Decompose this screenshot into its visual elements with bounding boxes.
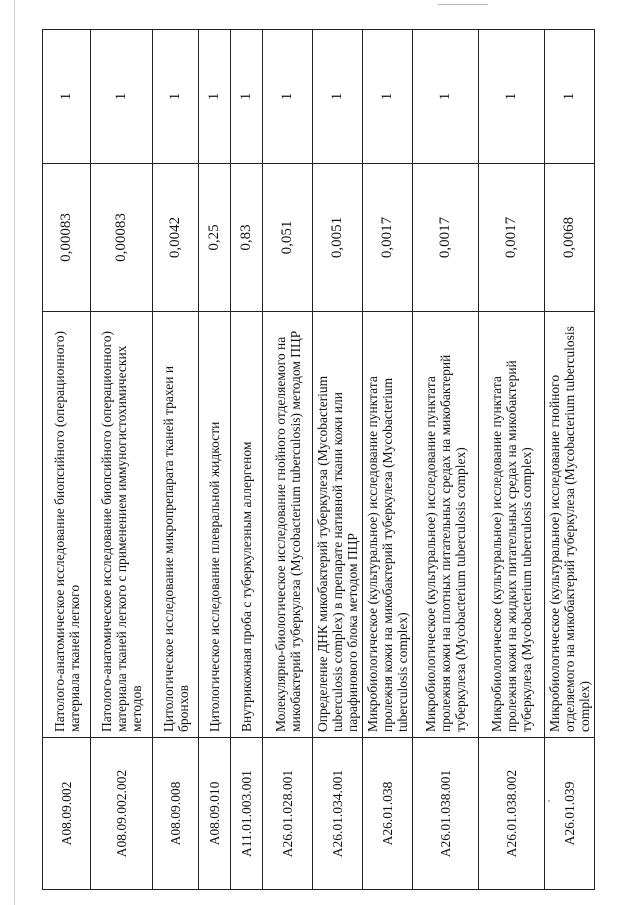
- service-code: A26.01.038.002: [479, 738, 545, 890]
- multiplicity-value: 1: [363, 30, 413, 164]
- frequency-value: 0,00083: [91, 164, 153, 312]
- frequency-value: 0,0068: [545, 164, 595, 312]
- table-row: [479, 30, 545, 890]
- multiplicity-value: 1: [43, 30, 91, 164]
- service-name: Цитологическое исследование микропрепарата тканей трахеи и бронхов: [153, 312, 199, 738]
- rotated-table-wrapper: [42, 30, 592, 890]
- frequency-value: 0,0051: [313, 164, 363, 312]
- multiplicity-value: 1: [479, 30, 545, 164]
- frequency-value: 0,051: [263, 164, 313, 312]
- multiplicity-value: 1: [413, 30, 479, 164]
- service-name: Патолого-анатомическое исследование биопсийного (операционного) материала тканей легкого: [43, 312, 91, 738]
- service-code: A26.01.028.001: [263, 738, 313, 890]
- multiplicity-value: 1: [313, 30, 363, 164]
- table-row: [413, 30, 479, 890]
- service-name: Определение ДНК микобактерий туберкулеза (Mycobacterium tuberculosis complex) в препарате нативной ткани кожи или парафинового блока методом ПЦР: [313, 312, 363, 738]
- multiplicity-value: 1: [545, 30, 595, 164]
- service-code: A08.09.002.002: [91, 738, 153, 890]
- table-row: [313, 30, 363, 890]
- table-row: [153, 30, 199, 890]
- service-name: Микробиологическое (культуральное) исследование пунктата пролежня кожи на микобактерий туберкулеза (Mycobacterium tuberculosis complex): [363, 312, 413, 738]
- table-row: [363, 30, 413, 890]
- service-code: A26.01.034.001: [313, 738, 363, 890]
- multiplicity-value: 1: [91, 30, 153, 164]
- table-row: [43, 30, 91, 890]
- multiplicity-value: 1: [231, 30, 263, 164]
- service-code: A26.01.038.001: [413, 738, 479, 890]
- scan-mark: [438, 4, 488, 5]
- frequency-value: 0,0017: [413, 164, 479, 312]
- services-table: [42, 29, 595, 890]
- multiplicity-value: 1: [153, 30, 199, 164]
- service-name: Микробиологическое (культуральное) исследование гнойного отделяемого на микобактерий туберкулеза (Mycobacterium tuberculosis complex): [545, 312, 595, 738]
- frequency-value: 0,83: [231, 164, 263, 312]
- table-row: [199, 30, 231, 890]
- service-name: Цитологическое исследование плевральной жидкости: [199, 312, 231, 738]
- multiplicity-value: 1: [263, 30, 313, 164]
- frequency-value: 0,0017: [479, 164, 545, 312]
- frequency-value: 0,25: [199, 164, 231, 312]
- service-code: A08.09.008: [153, 738, 199, 890]
- scan-edge-line: [14, 0, 15, 905]
- service-name: Молекулярно-биологическое исследование гнойного отделяемого на микобактерий туберкулеза (Mycobacterium tuberculosis) методом ПЦР: [263, 312, 313, 738]
- table-row: [231, 30, 263, 890]
- table-row: [263, 30, 313, 890]
- multiplicity-value: 1: [199, 30, 231, 164]
- service-code: A11.01.003.001: [231, 738, 263, 890]
- service-name: Внутрикожная проба с туберкулезным аллергеном: [231, 312, 263, 738]
- frequency-value: 0,0042: [153, 164, 199, 312]
- service-code: A26.01.039: [545, 738, 595, 890]
- service-code: A08.09.002: [43, 738, 91, 890]
- service-name: Патолого-анатомическое исследование биопсийного (операционного) материала тканей легкого с применением иммуногистохимических методов: [91, 312, 153, 738]
- frequency-value: 0,00083: [43, 164, 91, 312]
- frequency-value: 0,0017: [363, 164, 413, 312]
- service-name: Микробиологическое (культуральное) исследование пунктата пролежня кожи на плотных питательных средах на микобактерий туберкулеза (Mycobacterium tuberculosis complex): [413, 312, 479, 738]
- service-code: A26.01.038: [363, 738, 413, 890]
- service-code: A08.09.010: [199, 738, 231, 890]
- table-row: [545, 30, 595, 890]
- table-row: [91, 30, 153, 890]
- service-name: Микробиологическое (культуральное) исследование пунктата пролежня кожи на жидких питательных средах на микобактерий туберкулеза (Mycobacterium tuberculosis complex): [479, 312, 545, 738]
